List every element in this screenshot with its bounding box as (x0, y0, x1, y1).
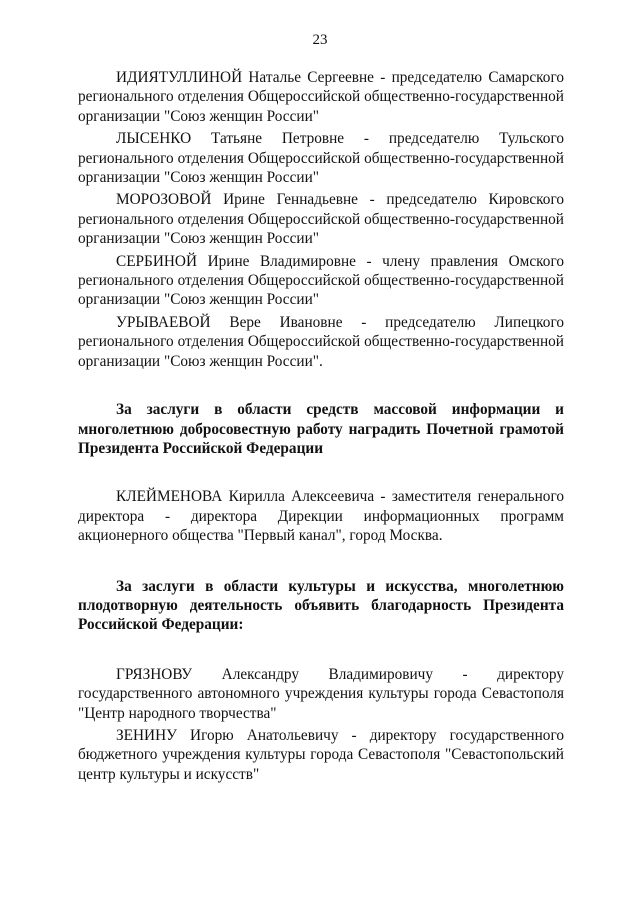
award-paragraph-idiyatullina: ИДИЯТУЛЛИНОЙ Наталье Сергеевне - председателю Самарского регионального отделения Общероссийской общественно-государственной организации "Союз женщин России" (78, 69, 564, 125)
award-paragraph-serbina: СЕРБИНОЙ Ирине Владимировне - члену правления Омского регионального отделения Общероссийской общественно-государственной организации "Союз женщин России" (78, 252, 564, 309)
award-paragraph-zenin: ЗЕНИНУ Игорю Анатольевичу - директору государственного бюджетного учреждения культуры города Севастополя "Севастопольский центр культуры и искусств" (78, 726, 564, 783)
award-paragraph-lysenko: ЛЫСЕНКО Татьяне Петровне - председателю Тульского регионального отделения Общероссийской общественно-государственной организации "Союз женщин России" (78, 130, 564, 187)
award-paragraph-morozova: МОРОЗОВОЙ Ирине Геннадьевне - председателю Кировского регионального отделения Общероссийской общественно-государственной организации "Союз женщин России" (78, 191, 564, 248)
award-paragraph-kleymenov: КЛЕЙМЕНОВА Кирилла Алексеевича - заместителя генерального директора - директора Дирекции информационных программ акционерного общества "Первый канал", город Москва. (78, 488, 564, 545)
section-heading-media: За заслуги в области средств массовой информации и многолетнюю добросовестную работу наградить Почетной грамотой Президента Российской Федерации (78, 401, 564, 457)
award-paragraph-gryaznov: ГРЯЗНОВУ Александру Владимировичу - директору государственного автономного учреждения культуры города Севастополя "Центр народного творчества" (78, 665, 564, 722)
page-number: 23 (312, 32, 328, 48)
section-heading-culture: За заслуги в области культуры и искусства, многолетнюю плодотворную деятельность объявить благодарность Президента Российской Федерации: (78, 577, 564, 634)
document-body (78, 68, 564, 787)
award-paragraph-uryvaeva: УРЫВАЕВОЙ Вере Ивановне - председателю Липецкого регионального отделения Общероссийской общественно-государственной организации "Союз женщин России". (78, 313, 564, 370)
